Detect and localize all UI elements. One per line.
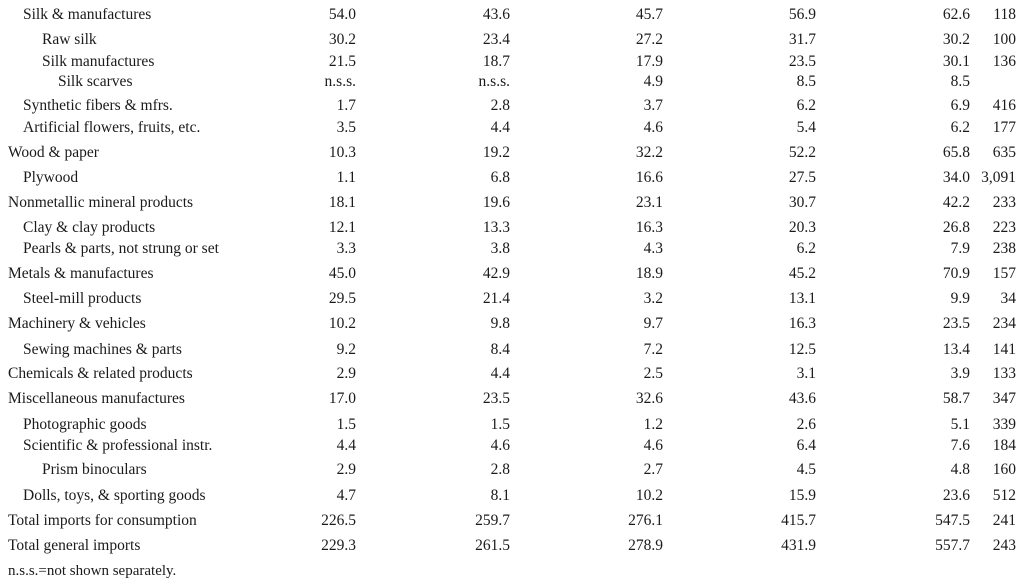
row-value: 1.5 [490, 416, 510, 433]
row-value: 6.8 [490, 169, 510, 186]
row-value: 9.2 [336, 341, 356, 358]
row-value: 2.7 [643, 461, 663, 478]
row-value: 65.8 [942, 144, 970, 161]
row-value: 8.4 [490, 341, 510, 358]
row-value: 136 [992, 53, 1016, 70]
row-value: 241 [992, 512, 1016, 529]
row-value: 45.7 [635, 6, 663, 23]
row-value: 177 [992, 119, 1016, 136]
row-value: 8.5 [796, 73, 816, 90]
row-value: 4.9 [643, 73, 663, 90]
row-value: 32.2 [635, 144, 663, 161]
row-value: 4.5 [796, 461, 816, 478]
row-value: 233 [992, 194, 1016, 211]
row-value: 2.8 [490, 97, 510, 114]
row-label: Dolls, toys, & sporting goods [23, 487, 206, 504]
row-value: 6.2 [796, 97, 816, 114]
row-value: 30.1 [942, 53, 970, 70]
row-label: Scientific & professional instr. [23, 437, 213, 454]
row-value: 42.9 [482, 265, 510, 282]
row-value: 18.7 [482, 53, 510, 70]
row-label: Silk & manufactures [23, 6, 152, 23]
row-value: 223 [992, 219, 1016, 236]
row-value: 100 [992, 31, 1016, 48]
row-value: 27.2 [635, 31, 663, 48]
table-row [0, 193, 1021, 213]
row-value: 4.3 [643, 240, 663, 257]
row-label: Silk manufactures [42, 53, 155, 70]
row-value: 30.2 [942, 31, 970, 48]
row-value: 30.2 [328, 31, 356, 48]
row-value: 512 [992, 487, 1016, 504]
row-value: 18.1 [328, 194, 356, 211]
row-value: 10.2 [635, 487, 663, 504]
row-value: 243 [992, 537, 1016, 554]
row-value: 31.7 [788, 31, 816, 48]
row-value: 8.5 [950, 73, 970, 90]
table-row [0, 264, 1021, 284]
row-value: 17.9 [635, 53, 663, 70]
row-value: 1.1 [336, 169, 356, 186]
row-value: 6.9 [950, 97, 970, 114]
row-label: Miscellaneous manufactures [8, 390, 185, 407]
row-label: Sewing machines & parts [23, 341, 182, 358]
row-label: Prism binoculars [42, 461, 147, 478]
row-value: 339 [992, 416, 1016, 433]
row-value: 7.2 [643, 341, 663, 358]
row-value: 347 [992, 390, 1016, 407]
row-value: 547.5 [935, 512, 970, 529]
row-value: 56.9 [788, 6, 816, 23]
table-row [0, 460, 1021, 480]
row-value: 3,091 [981, 169, 1016, 186]
row-value: 10.2 [328, 315, 356, 332]
row-value: 16.3 [635, 219, 663, 236]
row-value: 1.5 [336, 416, 356, 433]
row-value: 43.6 [788, 390, 816, 407]
row-value: 34.0 [942, 169, 970, 186]
row-value: 431.9 [781, 537, 816, 554]
row-value: 226.5 [321, 512, 356, 529]
row-value: 45.0 [328, 265, 356, 282]
table-row [0, 289, 1021, 309]
row-value: 34 [1000, 290, 1016, 307]
row-value: 12.5 [788, 341, 816, 358]
table-row [0, 340, 1021, 360]
row-value: 4.6 [490, 437, 510, 454]
row-value: 160 [992, 461, 1016, 478]
row-value: 2.5 [643, 365, 663, 382]
table-row [0, 415, 1021, 435]
row-value: n.s.s. [478, 73, 510, 90]
row-value: 13.1 [788, 290, 816, 307]
row-value: 23.5 [482, 390, 510, 407]
row-value: 30.7 [788, 194, 816, 211]
row-value: 1.7 [336, 97, 356, 114]
table-row [0, 30, 1021, 50]
row-label: Pearls & parts, not strung or set [23, 240, 219, 257]
row-value: 141 [992, 341, 1016, 358]
row-value: 278.9 [628, 537, 663, 554]
table-row [0, 511, 1021, 531]
row-value: 42.2 [942, 194, 970, 211]
row-label: Clay & clay products [23, 219, 156, 236]
row-value: 9.8 [490, 315, 510, 332]
row-value: 261.5 [475, 537, 510, 554]
table-row [0, 436, 1021, 456]
row-value: 9.9 [950, 290, 970, 307]
row-value: 16.6 [635, 169, 663, 186]
table-row [0, 389, 1021, 409]
row-value: 54.0 [328, 6, 356, 23]
row-value: 7.9 [950, 240, 970, 257]
row-value: 635 [992, 144, 1016, 161]
row-value: 23.5 [788, 53, 816, 70]
row-value: 184 [992, 437, 1016, 454]
row-value: 23.6 [942, 487, 970, 504]
row-value: 3.1 [796, 365, 816, 382]
row-value: 3.7 [643, 97, 663, 114]
row-value: 27.5 [788, 169, 816, 186]
row-value: 19.2 [482, 144, 510, 161]
row-value: 229.3 [321, 537, 356, 554]
row-value: 6.2 [796, 240, 816, 257]
table-row [0, 72, 1021, 92]
row-label: Chemicals & related products [8, 365, 193, 382]
row-value: 29.5 [328, 290, 356, 307]
row-label: Synthetic fibers & mfrs. [23, 97, 173, 114]
row-value: 2.8 [490, 461, 510, 478]
row-value: 276.1 [628, 512, 663, 529]
row-value: 3.3 [336, 240, 356, 257]
table-row [0, 536, 1021, 556]
row-value: 21.5 [328, 53, 356, 70]
row-label: Total general imports [8, 537, 141, 554]
row-value: 234 [992, 315, 1016, 332]
row-value: 3.9 [950, 365, 970, 382]
table-row [0, 486, 1021, 506]
table-row [0, 52, 1021, 72]
row-label: Wood & paper [8, 144, 99, 161]
row-value: 70.9 [942, 265, 970, 282]
row-value: 118 [993, 6, 1016, 23]
row-value: 6.2 [950, 119, 970, 136]
row-value: 259.7 [475, 512, 510, 529]
table-row [0, 364, 1021, 384]
row-value: 2.9 [336, 365, 356, 382]
row-value: 17.0 [328, 390, 356, 407]
row-value: 13.4 [942, 341, 970, 358]
row-value: 4.8 [950, 461, 970, 478]
row-value: 43.6 [482, 6, 510, 23]
row-label: Plywood [23, 169, 79, 186]
row-value: 557.7 [935, 537, 970, 554]
row-label: Steel-mill products [23, 290, 142, 307]
row-value: 2.9 [336, 461, 356, 478]
row-value: 23.5 [942, 315, 970, 332]
row-label: Artificial flowers, fruits, etc. [23, 119, 201, 136]
row-value: 416 [992, 97, 1016, 114]
row-value: 133 [992, 365, 1016, 382]
row-label: Photographic goods [23, 416, 147, 433]
row-value: 7.6 [950, 437, 970, 454]
row-value: 238 [992, 240, 1016, 257]
row-value: 12.1 [328, 219, 356, 236]
row-value: 16.3 [788, 315, 816, 332]
row-value: 157 [992, 265, 1016, 282]
table-row [0, 168, 1021, 188]
row-value: 3.8 [490, 240, 510, 257]
row-value: 415.7 [781, 512, 816, 529]
row-value: 4.6 [643, 119, 663, 136]
row-value: 9.7 [643, 315, 663, 332]
row-label: Silk scarves [58, 73, 133, 90]
row-value: 4.4 [490, 365, 510, 382]
row-label: Metals & manufactures [8, 265, 154, 282]
row-label: Machinery & vehicles [8, 315, 146, 332]
table-row [0, 239, 1021, 259]
row-value: 20.3 [788, 219, 816, 236]
row-value: 4.7 [336, 487, 356, 504]
row-value: 21.4 [482, 290, 510, 307]
row-label: Nonmetallic mineral products [8, 194, 194, 211]
table-row [0, 143, 1021, 163]
row-value: 23.4 [482, 31, 510, 48]
row-value: 4.4 [490, 119, 510, 136]
row-value: 26.8 [942, 219, 970, 236]
row-value: 3.5 [336, 119, 356, 136]
row-value: 15.9 [788, 487, 816, 504]
row-value: 3.2 [643, 290, 663, 307]
table-row [0, 118, 1021, 138]
row-value: 10.3 [328, 144, 356, 161]
row-value: 4.6 [643, 437, 663, 454]
table-row [0, 218, 1021, 238]
row-value: 18.9 [635, 265, 663, 282]
row-value: 2.6 [796, 416, 816, 433]
row-value: 19.6 [482, 194, 510, 211]
table-row [0, 96, 1021, 116]
table-row [0, 314, 1021, 334]
row-value: 5.1 [950, 416, 970, 433]
row-label: Raw silk [42, 31, 97, 48]
row-value: 23.1 [635, 194, 663, 211]
row-value: 62.6 [942, 6, 970, 23]
row-value: 58.7 [942, 390, 970, 407]
row-value: n.s.s. [324, 73, 356, 90]
row-value: 5.4 [796, 119, 816, 136]
table-row [0, 5, 1021, 25]
row-value: 13.3 [482, 219, 510, 236]
row-value: 52.2 [788, 144, 816, 161]
row-value: 6.4 [796, 437, 816, 454]
footnote: n.s.s.=not shown separately. [8, 563, 177, 579]
row-value: 45.2 [788, 265, 816, 282]
row-label: Total imports for consumption [8, 512, 197, 529]
row-value: 8.1 [490, 487, 510, 504]
row-value: 32.6 [635, 390, 663, 407]
row-value: 1.2 [643, 416, 663, 433]
row-value: 4.4 [336, 437, 356, 454]
